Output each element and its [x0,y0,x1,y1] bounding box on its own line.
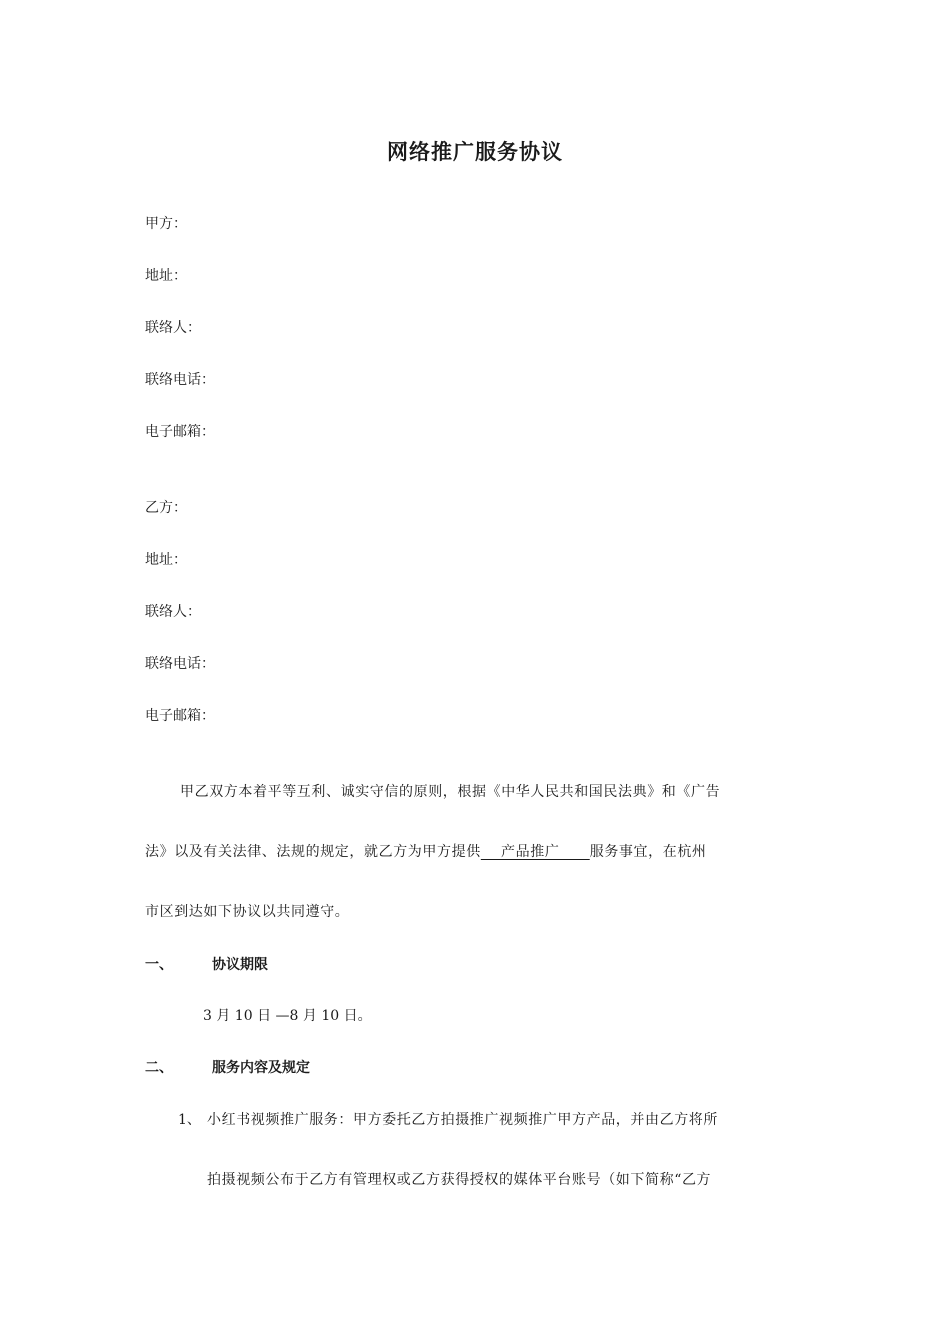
party-b-contact: 联络人： [145,604,201,620]
preamble-line-2 [145,842,707,862]
party-b-phone: 联络电话： [145,656,215,672]
section-2-title: 服务内容及规定 [212,1060,310,1076]
section-2-item-1-line-2: 拍摄视频公布于乙方有管理权或乙方获得授权的媒体平台账号（如下简称“乙方 [207,1172,712,1188]
party-a-email: 电子邮箱： [145,424,215,440]
party-b-email: 电子邮箱： [145,708,215,724]
document-title: 网络推广服务协议 [387,139,563,164]
preamble-line-2-before: 法》以及有关法律、法规的规定，就乙方为甲方提供 [145,844,481,860]
party-a-address: 地址： [145,268,187,284]
party-b-label: 乙方： [145,500,187,516]
section-2-item-1-line-1: 小红书视频推广服务：甲方委托乙方拍摄推广视频推广甲方产品，并由乙方将所 [207,1112,718,1128]
party-b-address: 地址： [145,552,187,568]
section-1-number: 一、 [145,957,173,973]
service-type-field: 产品推广 [480,844,590,860]
party-a-phone: 联络电话： [145,372,215,388]
preamble-line-1: 甲乙双方本着平等互利、诚实守信的原则，根据《中华人民共和国民法典》和《广告 [180,784,721,800]
section-1-content: 3 月 10 日 —8 月 10 日。 [203,1008,372,1024]
section-2-item-1-number: 1、 [178,1112,201,1128]
section-1-title: 协议期限 [212,957,268,973]
preamble-line-2-after: 服务事宜，在杭州 [589,844,707,860]
preamble-line-3: 市区到达如下协议以共同遵守。 [145,904,350,920]
section-2-number: 二、 [145,1060,173,1076]
party-a-contact: 联络人： [145,320,201,336]
party-a-label: 甲方： [145,216,187,232]
